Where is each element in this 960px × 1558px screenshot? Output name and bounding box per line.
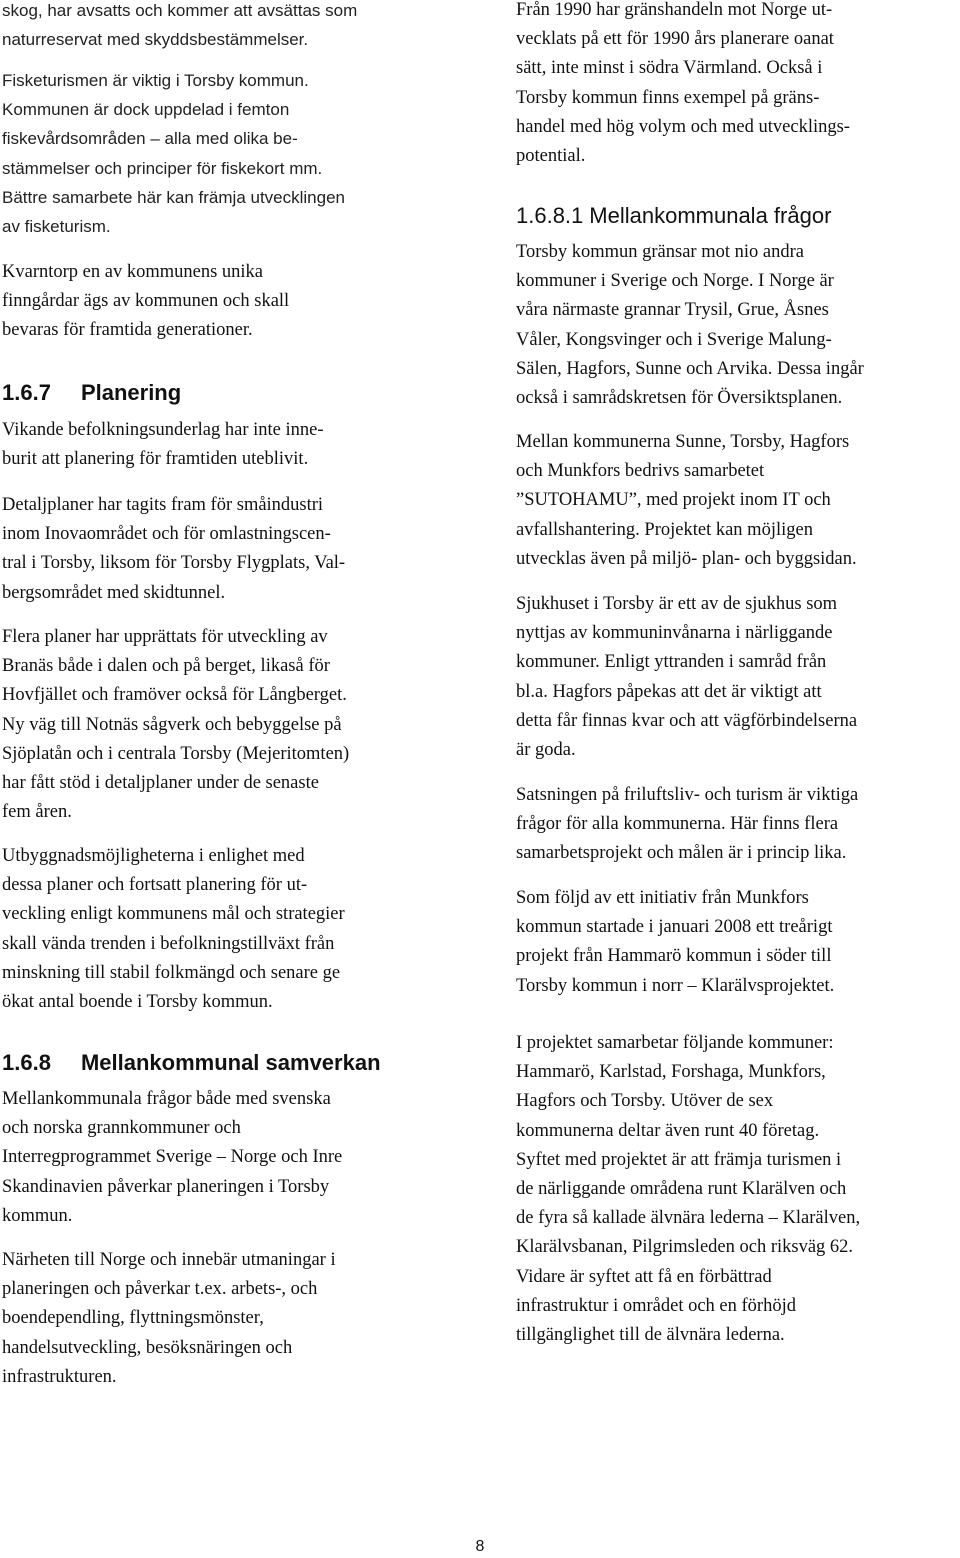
text-line: kommun startade i januari 2008 ett treårigt [516, 917, 833, 938]
paragraph-detaljplaner [2, 491, 345, 608]
text-line: frågor för alla kommunerna. Här finns flera [516, 814, 839, 835]
text-line: och Munkfors bedrivs samarbetet [516, 461, 765, 482]
text-line: av fisketurism. [2, 217, 111, 237]
text-line: Som följd av ett initiativ från Munkfors [516, 888, 809, 908]
text-line: infrastrukturen. [2, 1366, 117, 1387]
text-line: planeringen och påverkar t.ex. arbets-, och [2, 1279, 318, 1300]
page-number: 8 [475, 1538, 485, 1555]
text-line: våra närmaste grannar Trysil, Grue, Åsnes [516, 300, 829, 321]
text-line: är goda. [516, 740, 576, 761]
text-line: Klarälvsbanan, Pilgrimsleden och riksväg 62. [516, 1237, 854, 1258]
text-line: finngårdar ägs av kommunen och skall [2, 291, 290, 312]
text-line: bl.a. Hagfors påpekas att det är viktigt att [516, 681, 822, 702]
text-line: Mellankommunala frågor både med svenska [2, 1089, 331, 1109]
paragraph-kvarntorp [2, 258, 289, 346]
heading-mellankommunal-samverkan [2, 1049, 381, 1077]
text-line: Interregprogrammet Sverige – Norge och Inre [2, 1147, 343, 1168]
text-line: Satsningen på friluftsliv- och turism är viktiga [516, 785, 859, 805]
paragraph-flera-planer [2, 623, 349, 827]
paragraph-intro [2, 0, 357, 54]
heading-number: 1.6.8.1 [516, 203, 584, 228]
text-line: sätt, inte minst i södra Värmland. Också i [516, 58, 823, 79]
heading-mellankommunala-fragor [516, 202, 831, 230]
text-line: naturreservat med skyddsbestämmelser. [2, 30, 309, 50]
text-line: bevaras för framtida generationer. [2, 320, 253, 341]
text-line: Syftet med projektet är att främja turismen i [516, 1149, 842, 1170]
text-line: Branäs både i dalen och på berget, likaså för [2, 656, 330, 677]
text-line: skall vända trenden i befolkningstillväxt från [2, 933, 335, 954]
text-line: fiskevårdsområden – alla med olika be- [2, 129, 298, 149]
text-line: potential. [516, 146, 586, 167]
paragraph-sutohamu [516, 428, 857, 574]
text-line: Från 1990 har gränshandeln mot Norge ut- [516, 0, 833, 20]
text-line: handel med hög volym och med utvecklings- [516, 116, 850, 137]
text-line: burit att planering för framtiden uteblivit. [2, 449, 309, 470]
text-line: avfallshantering. Projektet kan möjligen [516, 519, 813, 540]
text-line: vecklats på ett för 1990 års planerare oanat [516, 29, 834, 50]
text-line: veckling enligt kommunens mål och strategier [2, 904, 345, 925]
heading-title: Mellankommunala frågor [589, 203, 832, 228]
text-line: infrastruktur i området och en förhöjd [516, 1295, 796, 1316]
paragraph-granshandel [516, 0, 850, 171]
text-line: detta får finnas kvar och att vägförbindelserna [516, 710, 858, 731]
paragraph-fisketurism [2, 66, 345, 241]
heading-title: Planering [80, 380, 182, 405]
heading-title: Mellankommunal samverkan [80, 1050, 381, 1075]
text-line: också i samrådskretsen för Översiktsplanen. [516, 388, 843, 409]
text-line: Torsby kommun gränsar mot nio andra [516, 242, 804, 262]
text-line: Kommunen är dock uppdelad i femton [2, 100, 290, 120]
text-line: Vidare är syftet att få en förbättrad [516, 1266, 772, 1287]
text-line: Mellan kommunerna Sunne, Torsby, Hagfors [516, 432, 850, 452]
text-line: de närliggande områdena runt Klarälven och [516, 1179, 847, 1200]
heading-number: 1.6.8 [2, 1050, 51, 1075]
text-line: minskning till stabil folkmängd och senare ge [2, 962, 341, 983]
text-line: inom Inovaområdet och för omlastningscen- [2, 524, 331, 545]
text-line: Torsby kommun finns exempel på gräns- [516, 87, 820, 108]
text-line: tral i Torsby, liksom för Torsby Flygplats, Val- [2, 553, 346, 574]
text-line: utvecklas även på miljö- plan- och byggsidan. [516, 548, 857, 569]
text-line: ökat antal boende i Torsby kommun. [2, 992, 273, 1013]
text-line: Hagfors och Torsby. Utöver de sex [516, 1091, 774, 1112]
text-line: Hovfjället och framöver också för Långberget. [2, 685, 347, 706]
text-line: Sjöplatån och i centrala Torsby (Mejeritomten) [2, 743, 350, 764]
heading-number: 1.6.7 [2, 380, 51, 405]
text-line: kommunerna deltar även runt 40 företag. [516, 1120, 820, 1141]
text-line: I projektet samarbetar följande kommuner: [516, 1033, 834, 1053]
text-line: Sälen, Hagfors, Sunne och Arvika. Dessa ingår [516, 358, 864, 379]
paragraph-klaralvsprojektet [516, 1029, 860, 1350]
text-line: Detaljplaner har tagits fram för småindustri [2, 495, 324, 515]
text-line: Vikande befolkningsunderlag har inte inne- [2, 420, 324, 440]
paragraph-gransar [516, 238, 864, 413]
text-line: kommuner i Sverige och Norge. I Norge är [516, 271, 834, 292]
text-line: Ny väg till Notnäs sågverk och bebyggelse på [2, 714, 342, 735]
text-line: bergsområdet med skidtunnel. [2, 582, 226, 603]
text-line: har fått stöd i detaljplaner under de senaste [2, 773, 319, 794]
paragraph-satsningen [516, 781, 858, 869]
text-line: Hammarö, Karlstad, Forshaga, Munkfors, [516, 1062, 826, 1083]
heading-planering [2, 379, 181, 407]
text-line: handelsutveckling, besöksnäringen och [2, 1337, 293, 1358]
paragraph-sjukhuset [516, 590, 857, 765]
text-line: fem åren. [2, 802, 72, 823]
text-line: kommuner. Enligt yttranden i samråd från [516, 652, 827, 673]
text-line: stämmelser och principer för fiskekort mm. [2, 158, 323, 178]
text-line: Flera planer har upprättats för utveckling av [2, 627, 328, 647]
text-line: de fyra så kallade älvnära lederna – Klarälven, [516, 1208, 861, 1229]
paragraph-utbyggnad [2, 842, 345, 1017]
text-line: dessa planer och fortsatt planering för ut- [2, 875, 308, 896]
paragraph-munkfors-initiativ [516, 884, 834, 1001]
text-line: Skandinavien påverkar planeringen i Torsby [2, 1176, 330, 1197]
paragraph-mellankommunala [2, 1085, 342, 1231]
text-line: Bättre samarbete här kan främja utvecklingen [2, 187, 346, 207]
text-line: boendependling, flyttningsmönster, [2, 1308, 264, 1329]
text-line: ”SUTOHAMU”, med projekt inom IT och [516, 490, 831, 511]
text-line: Fisketurismen är viktig i Torsby kommun. [2, 71, 309, 90]
text-line: Sjukhuset i Torsby är ett av de sjukhus som [516, 594, 838, 614]
text-line: Våler, Kongsvinger och i Sverige Malung- [516, 329, 832, 350]
text-line: Torsby kommun i norr – Klarälvsprojektet. [516, 975, 835, 996]
text-line: projekt från Hammarö kommun i söder till [516, 946, 832, 967]
paragraph-vikande [2, 416, 324, 474]
text-line: Utbyggnadsmöjligheterna i enlighet med [2, 846, 305, 866]
text-line: Närheten till Norge och innebär utmaningar i [2, 1250, 336, 1270]
text-line: tillgänglighet till de älvnära lederna. [516, 1325, 785, 1346]
text-line: samarbetsprojekt och målen är i princip lika. [516, 843, 847, 864]
text-line: nyttjas av kommuninvånarna i närliggande [516, 623, 833, 644]
text-line: skog, har avsatts och kommer att avsättas som [2, 1, 358, 20]
text-line: och norska grannkommuner och [2, 1118, 241, 1139]
text-line: kommun. [2, 1205, 73, 1226]
paragraph-narheten [2, 1246, 336, 1392]
text-line: Kvarntorp en av kommunens unika [2, 262, 263, 282]
